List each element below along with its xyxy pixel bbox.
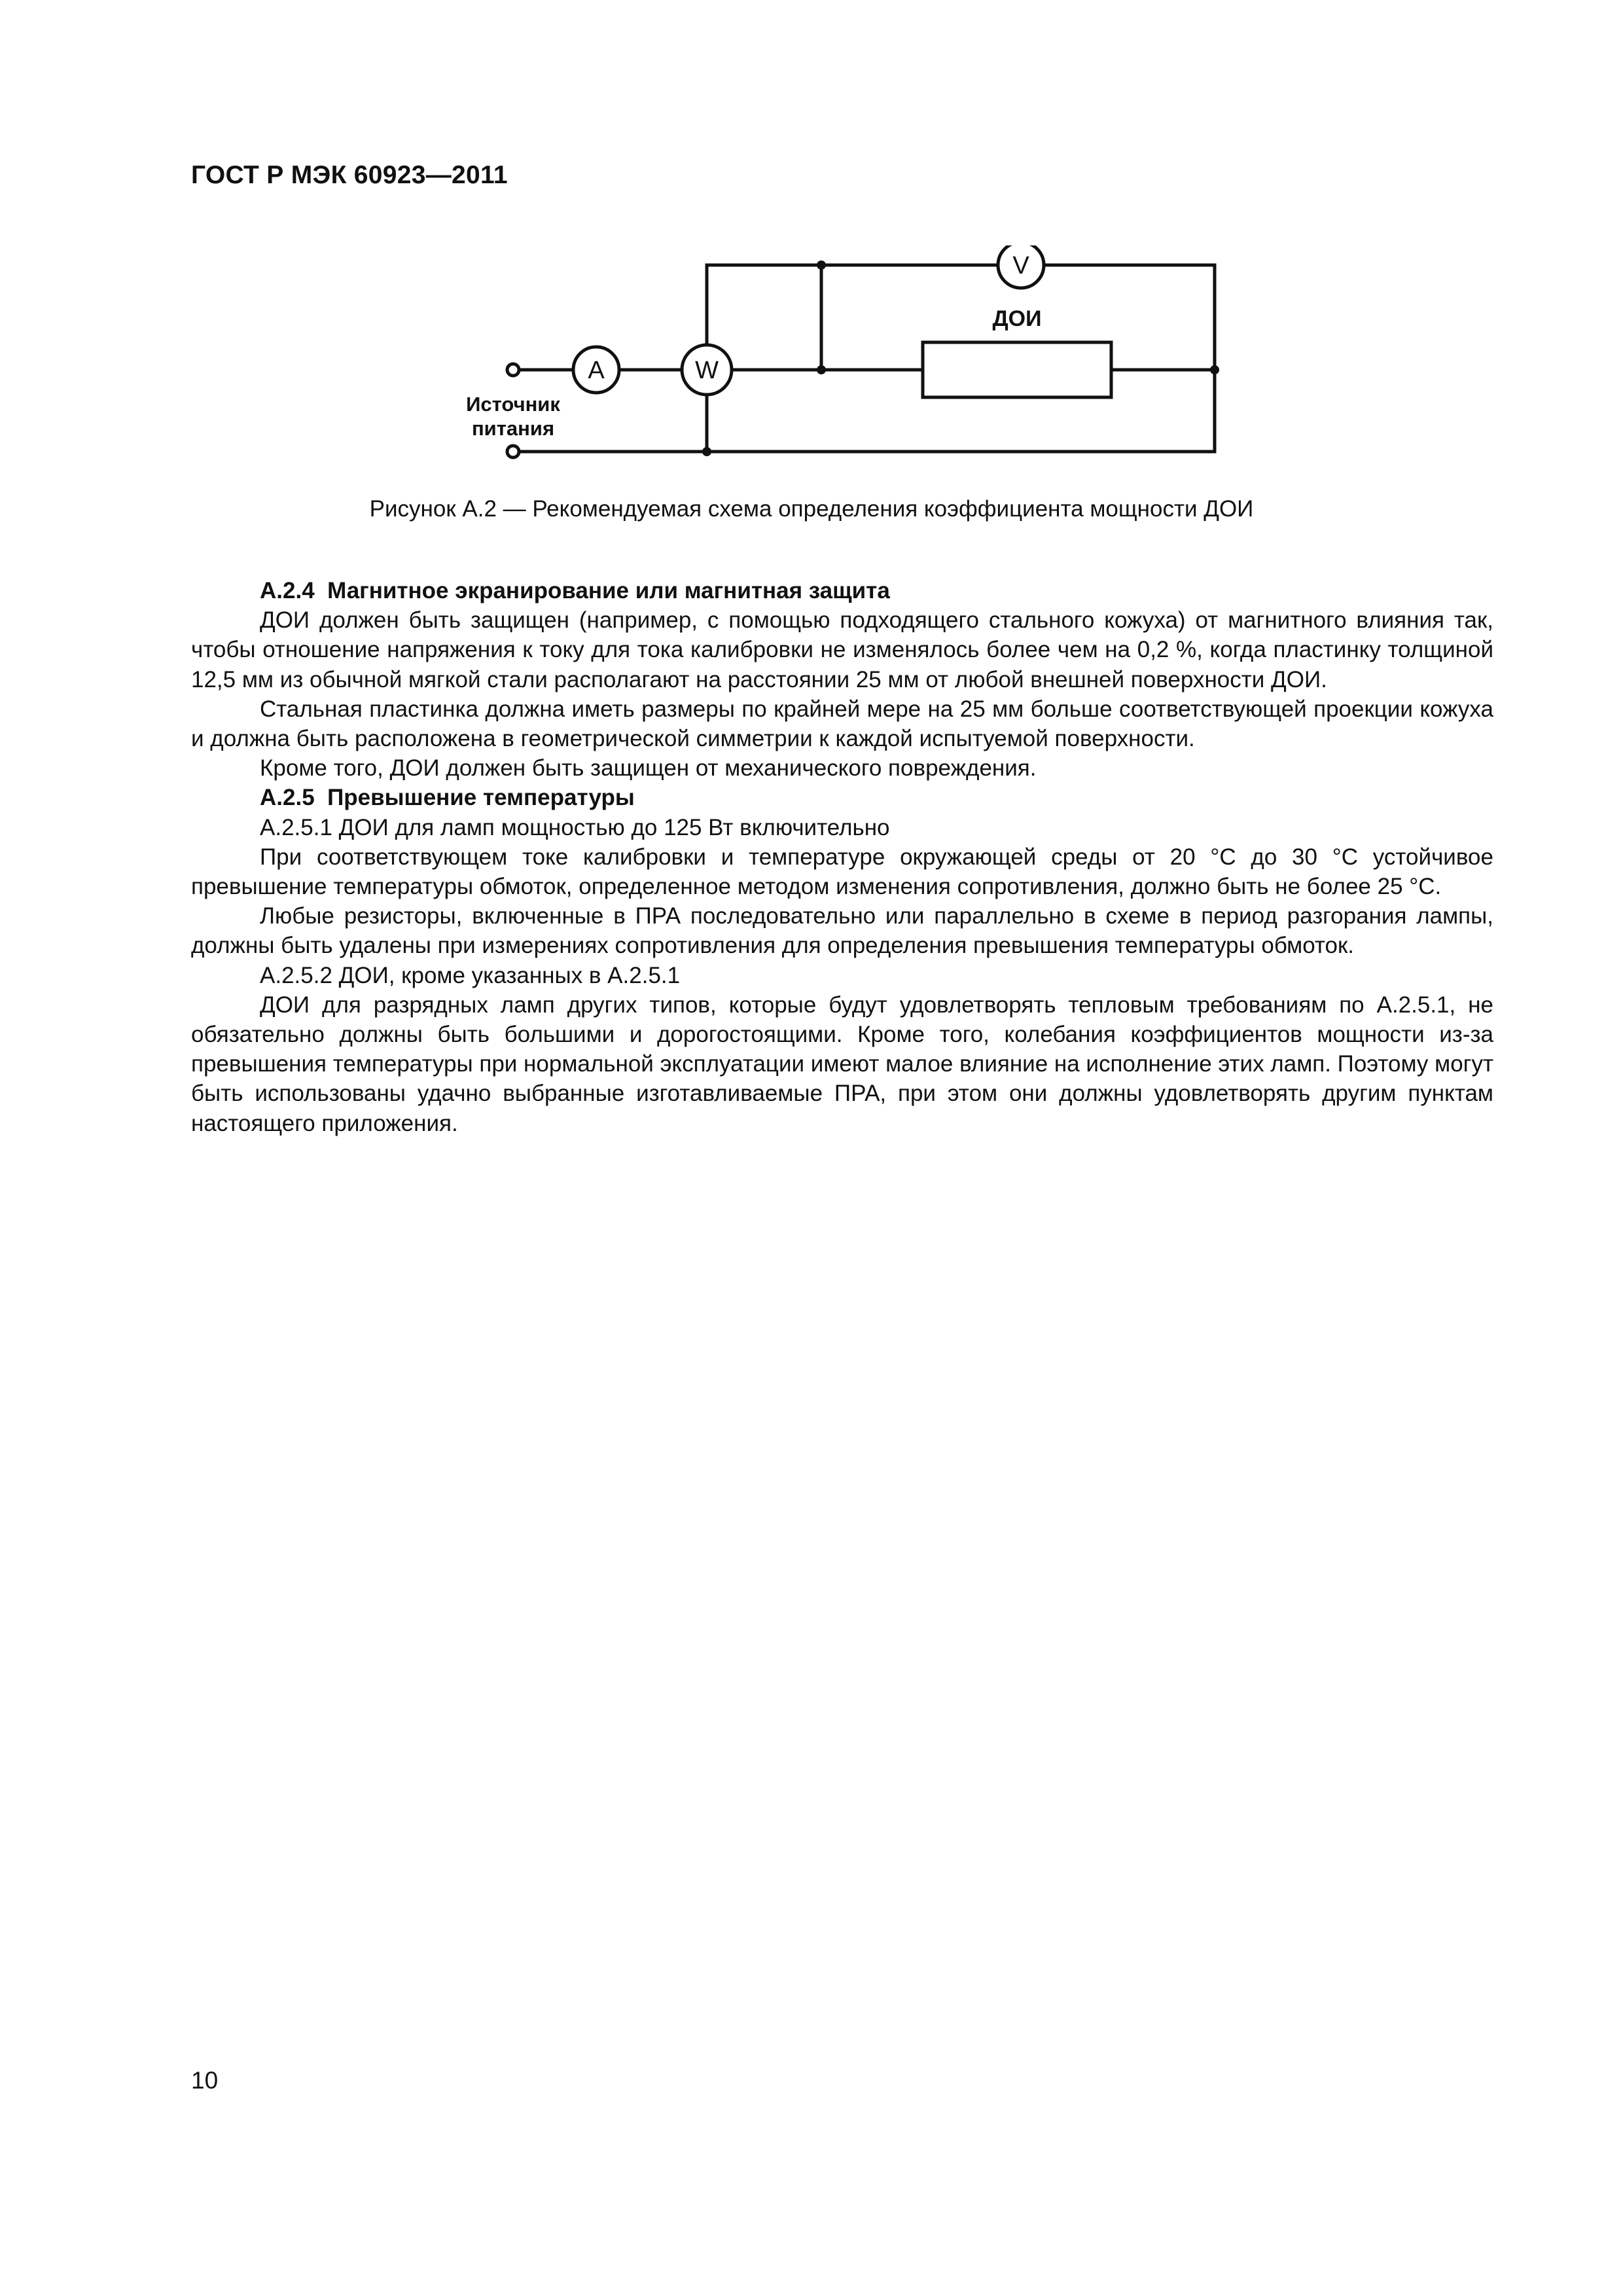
- subsection-heading-a252: А.2.5.2 ДОИ, кроме указанных в А.2.5.1: [260, 962, 681, 988]
- section-heading-a25: [191, 783, 1493, 812]
- subsection-heading-a251: А.2.5.1 ДОИ для ламп мощностью до 125 Вт включительно: [260, 814, 890, 840]
- circuit-diagram: [445, 245, 1257, 481]
- figure-caption: Рисунок А.2 — Рекомендуемая схема определения коэффициента мощности ДОИ: [369, 496, 1254, 522]
- source-label-line2: питания: [471, 417, 555, 440]
- voltmeter-label: V: [1012, 252, 1029, 279]
- document-header: ГОСТ Р МЭК 60923—2011: [191, 161, 508, 189]
- doi-label: ДОИ: [992, 306, 1042, 331]
- paragraph: ДОИ должен быть защищен (например, с помощью подходящего стального кожуха) от магнитного влияния так, чтобы отношение напряжения к току для тока калибровки не изменялось более чем на 0,2 %, когда пластинку толщиной 12,5 мм из обычной мягкой стали располагают на расстоянии 25 мм от любой внешней поверхности ДОИ.: [191, 607, 1493, 692]
- junction-dot: [817, 365, 826, 374]
- source-terminal-bottom: [507, 446, 519, 457]
- ammeter-label: A: [588, 357, 605, 384]
- paragraph: Кроме того, ДОИ должен быть защищен от механического повреждения.: [260, 755, 1037, 781]
- section-number: А.2.4: [260, 578, 315, 603]
- source-terminal-top: [507, 364, 519, 376]
- section-title: Превышение температуры: [327, 785, 635, 811]
- document-body: [191, 576, 1493, 1138]
- junction-dot: [702, 447, 711, 456]
- section-title: Магнитное экранирование или магнитная защита: [327, 578, 890, 603]
- junction-dot: [817, 260, 826, 270]
- junction-dot: [1210, 365, 1219, 374]
- page-number: 10: [191, 2067, 219, 2094]
- section-heading-a24: [191, 576, 1493, 605]
- paragraph: ДОИ для разрядных ламп других типов, которые будут удовлетворять тепловым требованиям по А.2.5.1, не обязательно должны быть большими и дорогостоящими. Кроме того, колебания коэффициентов мощности из-за превышения температуры при нормальной эксплуатации имеют малое влияние на исполнение этих ламп. Поэтому могут быть использованы удачно выбранные изготавливаемые ПРА, при этом они должны удовлетворять другим пунктам настоящего приложения.: [191, 992, 1493, 1136]
- source-label-line1: Источник: [466, 393, 560, 416]
- paragraph: Стальная пластинка должна иметь размеры по крайней мере на 25 мм больше соответствующей проекции кожуха и должна быть расположена в геометрической симметрии к каждой испытуемой поверхности.: [191, 696, 1493, 752]
- paragraph: Любые резисторы, включенные в ПРА последовательно или параллельно в схеме в период разгорания лампы, должны быть удалены при измерениях сопротивления для определения превышения температуры обмоток.: [191, 903, 1493, 959]
- wattmeter-label: W: [695, 357, 719, 384]
- paragraph: При соответствующем токе калибровки и температуре окружающей среды от 20 °С до 30 °С устойчивое превышение температуры обмоток, определенное методом изменения сопротивления, должно быть не более 25 °С.: [191, 844, 1493, 900]
- section-number: А.2.5: [260, 785, 315, 811]
- doi-resistor: [923, 342, 1111, 397]
